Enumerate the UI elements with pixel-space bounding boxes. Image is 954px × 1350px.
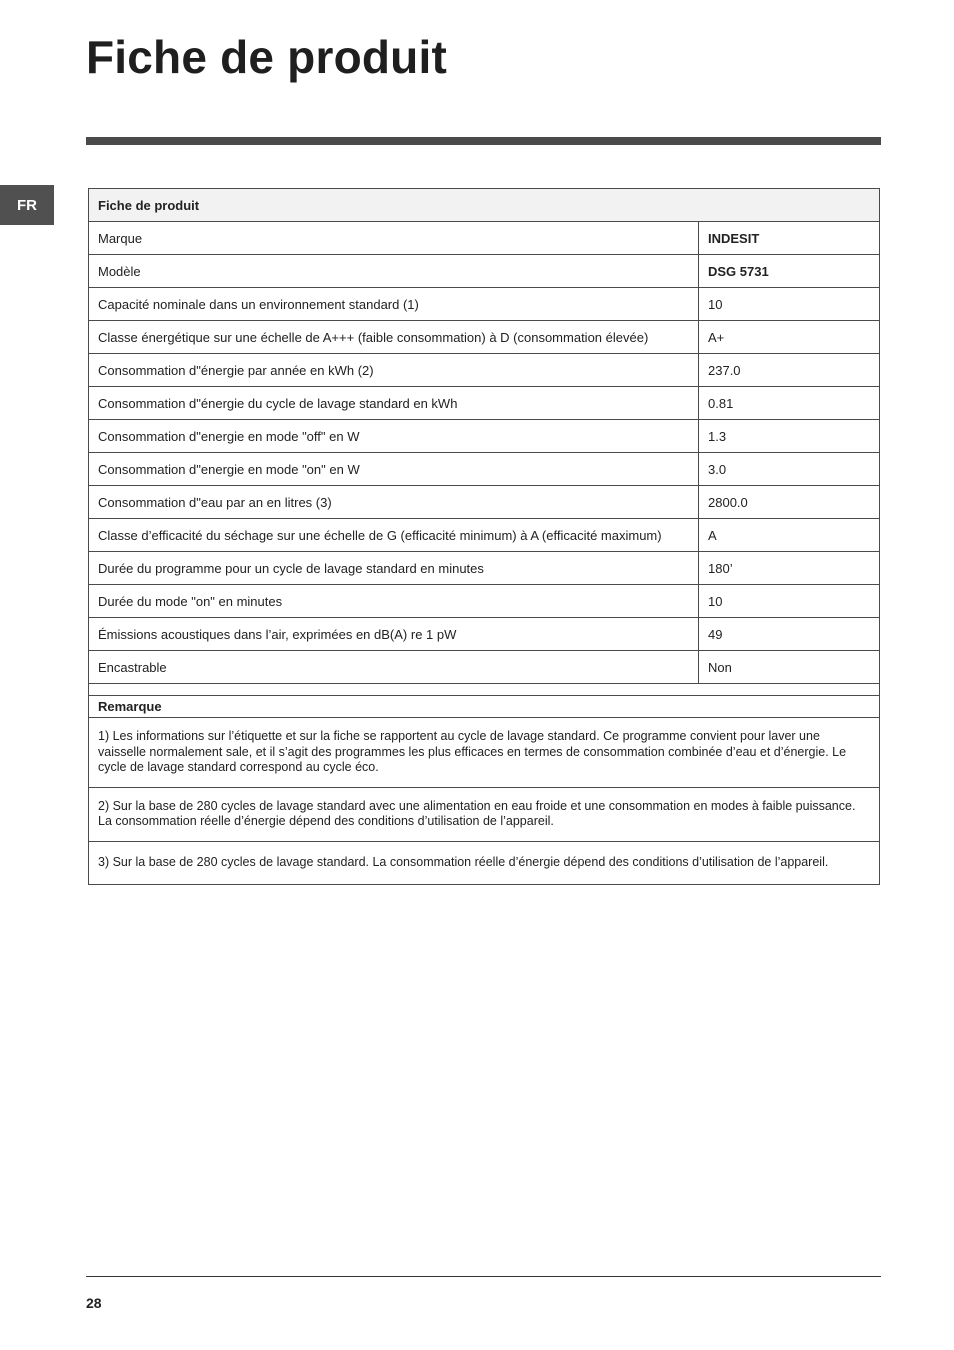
- row-label: Marque: [89, 222, 699, 255]
- row-label: Modèle: [89, 255, 699, 288]
- row-value: 10: [699, 585, 880, 618]
- remark-title: Remarque: [89, 696, 880, 718]
- row-label: Capacité nominale dans un environnement standard (1): [89, 288, 699, 321]
- row-value: 180’: [699, 552, 880, 585]
- row-label: Encastrable: [89, 651, 699, 684]
- row-value: 49: [699, 618, 880, 651]
- row-label: Émissions acoustiques dans l’air, exprimées en dB(A) re 1 pW: [89, 618, 699, 651]
- table-row: [89, 387, 880, 420]
- row-label: Classe d’efficacité du séchage sur une échelle de G (efficacité minimum) à A (efficacité maximum): [89, 519, 699, 552]
- table-row: [89, 585, 880, 618]
- table-row: [89, 354, 880, 387]
- row-label: Consommation d"energie en mode "on" en W: [89, 453, 699, 486]
- table-row: [89, 651, 880, 684]
- row-value: 1.3: [699, 420, 880, 453]
- table-row: [89, 321, 880, 354]
- table-row: [89, 420, 880, 453]
- table-spacer-row: [89, 684, 880, 696]
- spacer-cell: [89, 684, 880, 696]
- row-value: 3.0: [699, 453, 880, 486]
- table-row: [89, 552, 880, 585]
- page-title: Fiche de produit: [86, 31, 447, 83]
- remark-note: [89, 718, 880, 788]
- table-row: [89, 222, 880, 255]
- table-row: [89, 486, 880, 519]
- row-label: Consommation d"energie en mode "off" en W: [89, 420, 699, 453]
- row-label: Consommation d"énergie du cycle de lavage standard en kWh: [89, 387, 699, 420]
- table-row: [89, 618, 880, 651]
- row-value: Non: [699, 651, 880, 684]
- row-value: 0.81: [699, 387, 880, 420]
- table-row: [89, 255, 880, 288]
- row-value: 237.0: [699, 354, 880, 387]
- row-value: 10: [699, 288, 880, 321]
- remark-note: [89, 841, 880, 885]
- table-row: [89, 453, 880, 486]
- table-row: [89, 519, 880, 552]
- row-label: Classe énergétique sur une échelle de A+++ (faible consommation) à D (consommation élevée): [89, 321, 699, 354]
- note-text: 1) Les informations sur l’étiquette et sur la fiche se rapportent au cycle de lavage standard. Ce programme convient pour laver une vaisselle normalement sale, et il s’agit des programmes les plus efficaces en termes de consommation combinée d’eau et d’énergie. Le cycle de lavage standard correspond au cycle éco.: [89, 718, 880, 788]
- row-value: INDESIT: [699, 222, 880, 255]
- table-header-row: [89, 189, 880, 222]
- note-text: 2) Sur la base de 280 cycles de lavage standard avec une alimentation en eau froide et une consommation en modes à faible puissance. La consommation réelle d’énergie dépend des conditions d’utilisation de l’appareil.: [89, 787, 880, 841]
- title-divider: [86, 137, 881, 145]
- row-label: Durée du mode "on" en minutes: [89, 585, 699, 618]
- note-text: 3) Sur la base de 280 cycles de lavage standard. La consommation réelle d’énergie dépend des conditions d’utilisation de l’appareil.: [89, 841, 880, 885]
- row-label: Durée du programme pour un cycle de lavage standard en minutes: [89, 552, 699, 585]
- remark-header-row: [89, 696, 880, 718]
- remark-note: [89, 787, 880, 841]
- language-tab: FR: [0, 185, 54, 225]
- row-label: Consommation d"énergie par année en kWh (2): [89, 354, 699, 387]
- table-header: Fiche de produit: [89, 189, 880, 222]
- product-sheet-table: [88, 188, 880, 885]
- row-value: A+: [699, 321, 880, 354]
- row-label: Consommation d"eau par an en litres (3): [89, 486, 699, 519]
- footer-divider: [86, 1276, 881, 1277]
- page-number: 28: [86, 1295, 102, 1311]
- row-value: 2800.0: [699, 486, 880, 519]
- row-value: DSG 5731: [699, 255, 880, 288]
- row-value: A: [699, 519, 880, 552]
- table-row: [89, 288, 880, 321]
